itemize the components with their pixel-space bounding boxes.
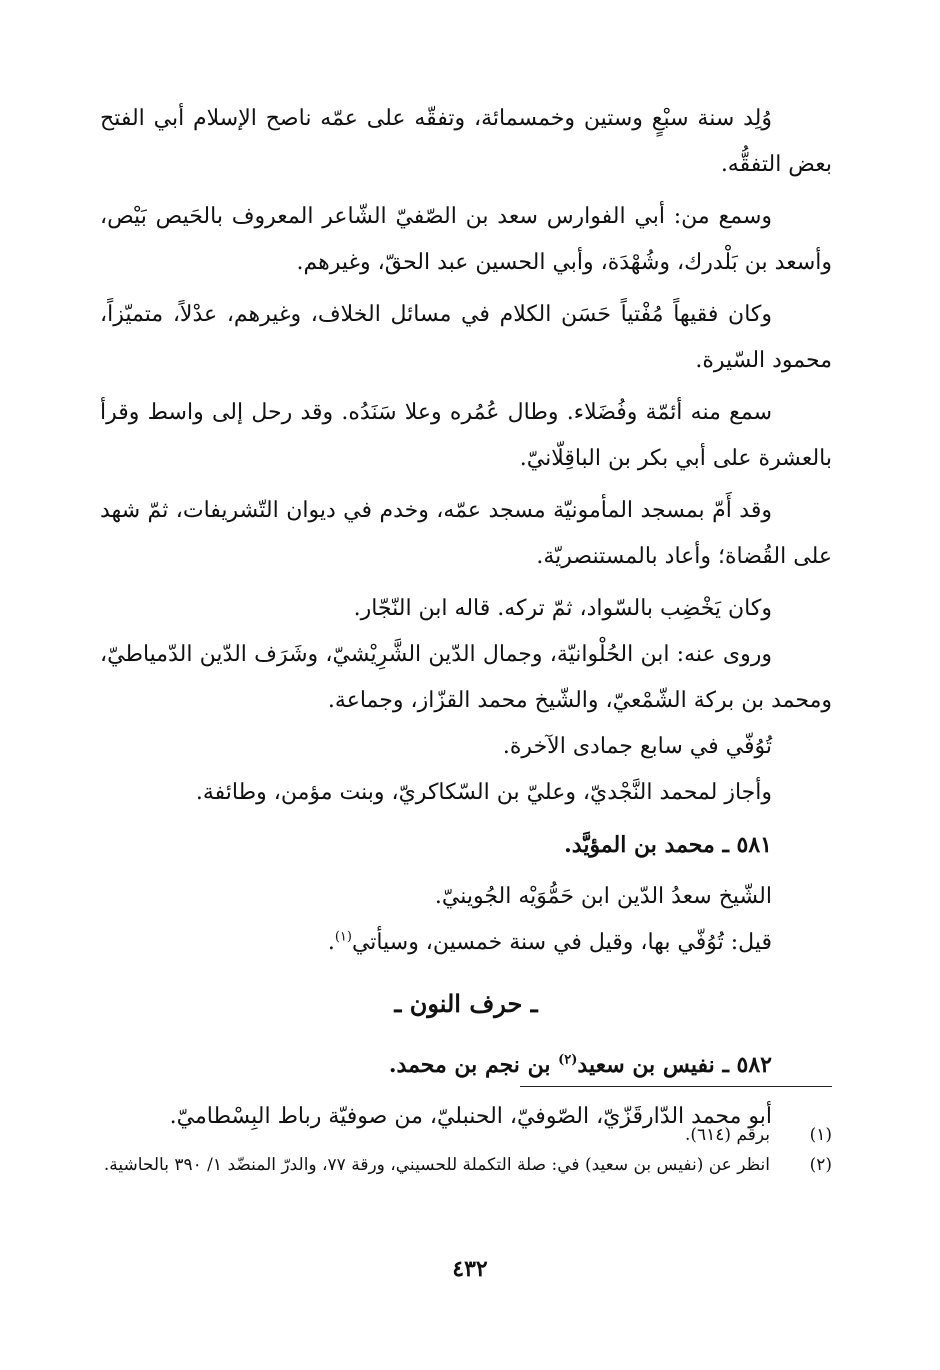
paragraph-narrators: وروى عنه: ابن الحُلْوانيّة، وجمال الدّين الشَّرِيْشيّ، وشَرَف الدّين الدّمياطيّ، ومحمد بن بركة الشّمْعيّ، والشّيخ محمد القزّاز، وجماعة. (100, 642, 832, 713)
footnote-ref-1[interactable]: (١) (334, 929, 352, 945)
footnote-1 (100, 1120, 832, 1150)
paragraph-teachers: وسمع من: أبي الفوارس سعد بن الصّفيّ الشّاعر المعروف بالحَيص بَيْص، وأسعد بن بَلْدرك، وشُهْدَة، وأبي الحسين عبد الحقّ، وغيرهم. (100, 204, 832, 275)
paragraph-birth: وُلِد سنة سبْعٍ وستين وخمسمائة، وتفقّه على عمّه ناصح الإسلام أبي الفتح بعض التفقُّه. (100, 106, 832, 177)
entry-582-heading-part-2: بن نجم بن محمد. (388, 1052, 559, 1078)
footnote-divider (520, 1086, 832, 1087)
section-heading-nun: ـ حرف النون ـ (394, 989, 538, 1018)
entry-581-line-2-end: . (327, 930, 335, 955)
page-number: ٤٣٢ (452, 1256, 488, 1282)
footnote-2-number: (٢) (809, 1155, 832, 1175)
entry-581-line-2 (100, 920, 832, 966)
footnote-1-text: برقم (٦١٤). (684, 1125, 770, 1145)
footnote-2 (100, 1150, 832, 1180)
paragraph-death: تُوُفّي في سابع جمادى الآخرة. (502, 734, 772, 759)
entry-582-heading (100, 1042, 832, 1088)
entry-582-line-1: أبو محمد الدّارقَزّيّ، الصّوفيّ، الحنبليّ، من صوفيّة رباط البِسْطاميّ. (169, 1104, 772, 1129)
footnotes (100, 1120, 832, 1180)
paragraph-licensed: وأجاز لمحمد النَّجْديّ، وعليّ بن السّكاكريّ، وبنت مؤمن، وطائفة. (195, 780, 772, 805)
entry-581-line-1: الشّيخ سعدُ الدّين ابن حَمُّوَيْه الجُوينيّ. (434, 884, 772, 909)
entry-581-line-2-text: قيل: تُوُفّي بها، وقيل في سنة خمسين، وسيأتي (351, 930, 772, 955)
footnote-ref-2[interactable]: (٢) (558, 1052, 578, 1068)
footnote-1-number: (١) (809, 1125, 832, 1145)
paragraph-dye: وكان يَخْضِب بالسّواد، ثمّ تركه. قاله ابن النّجّار. (353, 596, 772, 621)
footnote-2-text: انظر عن (نفيس بن سعيد) في: صلة التكملة للحسيني، ورقة ٧٧، والدرّ المنضّد ١/ ٣٩٠ بالحاشية. (103, 1155, 770, 1175)
paragraph-positions: وقد أَمّ بمسجد المأمونيّة مسجد عمّه، وخدم في ديوان التّشريفات، ثمّ شهد على القُضاة؛ وأعاد بالمستنصريّة. (100, 498, 832, 569)
main-text (100, 96, 832, 1140)
paragraph-students: سمع منه أئمّة وفُضَلاء. وطال عُمُره وعلا سَنَدُه. وقد رحل إلى واسط وقرأ بالعشرة على أبي بكر بن الباقِلّانيّ. (100, 400, 832, 471)
paragraph-character: وكان فقيهاً مُفْتياً حَسَن الكلام في مسائل الخلاف، وغيرهم، عدْلاً، متميّزاً، محمود السّيرة. (100, 302, 832, 373)
entry-582-heading-part-1: ٥٨٢ ـ نفيس بن سعيد (577, 1052, 772, 1078)
entry-581-heading: ٥٨١ ـ محمد بن المؤيَّد. (564, 832, 772, 858)
